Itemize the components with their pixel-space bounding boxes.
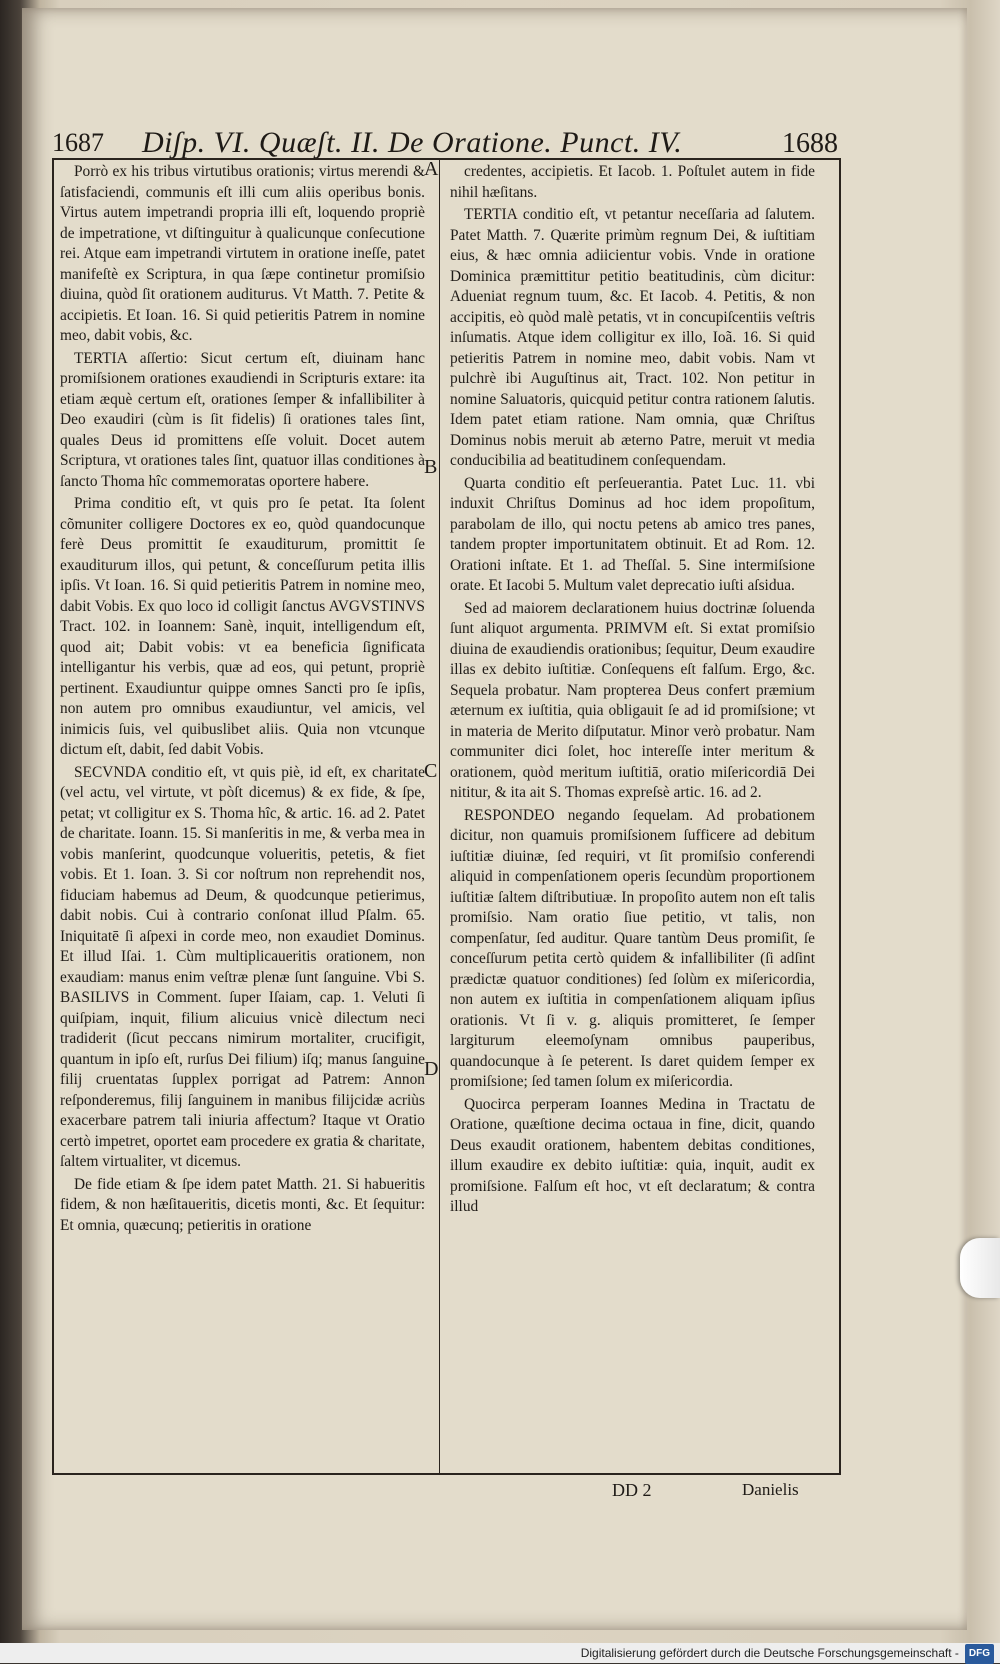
paragraph: Porrò ex his tribus virtutibus orationis; virtus merendi & ſatisfaciendi, communis eſt illi cum aliis operibus bonis. Virtus autem impetrandi propria illi eſt, loquendo propriè de impetratione, vt diſtinguitur à qualicunque conſecutione rei. Atque eam impetrandi virtutem in oratione ineſſe, patet manifeſtè ex Scriptura, in qua ſæpe continetur promiſsio diuina, quòd ſit orationem auditurus. Vt Matth. 7. Petite & accipietis. Et Ioan. 16. Si quid petieritis Patrem in nomine meo, dabit vobis, &c. <box>60 163 425 344</box>
running-title: Diʃp. VI. Quæʃt. II. De Oratione. Punct. IV. <box>142 126 683 159</box>
paragraph: Quocirca perperam Ioannes Medina in Tractatu de Oratione, quæſtione decima octaua in fine, dicit, quando Deus exaudit orationem, habentem debitas conditiones, illum exaudire ex debito iuſtitiæ: quia, inquit, audit ex promiſsione. Falſum eſt hoc, vt eſt declaratum; & contra illud <box>450 1095 815 1215</box>
margin-marker-a: A <box>424 158 439 180</box>
book-page <box>22 8 967 1630</box>
page-number-left: 1687 <box>52 128 104 157</box>
paragraph: RESPONDEO negando ſequelam. Ad probationem dicitur, non quamuis promiſsionem ſufficere ad debitum iuſtitiæ diuinæ, ſed requiri, vt ſit promiſsio conferendi aliquid in compenſationem operis ſecundùm proportionem iuſtitiæ ſaltem diſtributiuæ. In propoſito autem non eſt talis promiſsio. Nam oratio ſiue petitio, vt talis, non compenſatur, ſed auditur. Quare tantùm Deus promiſit, ſe conceſſurum petita certò quidem & infallibiliter (ſi adſint prædictæ quatuor conditiones) ſed ſolùm ex miſericordia, non autem ex iuſtitia in compenſationem aliquam ipſius orationis. Vt ſi v. g. aliquis promitteret, ſe ſemper largiturum eleemoſynam omnibus pauperibus, quandocunque à ſe peterent. Is daret quidem ſemper ex promiſsione; ſed tamen ſolum ex miſericordia. <box>450 806 815 1090</box>
paragraph: Quarta conditio eſt perſeuerantia. Patet Luc. 11. vbi induxit Chriſtus Dominus ad hoc idem propoſitum, parabolam de illo, qui noctu petens ab amico tres panes, tandem propter importunitatem obtinuit. Et ad Rom. 12. Orationi inſtate. Et 1. ad Theſſal. 5. Sine intermiſsione orate. Et Iacobi 5. Multum valet deprecatio iuſti aſsidua. <box>450 474 815 594</box>
paragraph: De fide etiam & ſpe idem patet Matth. 21. Si habueritis fidem, & non hæſitaueritis, dicetis monti, &c. Et ſequitur: Et omnia, quæcunq; petieritis in oratione <box>60 1175 425 1234</box>
paragraph: SECVNDA conditio eſt, vt quis piè, id eſt, ex charitate (vel actu, vel virtute, vt pòſt dicemus) & ex fide, & ſpe, petat; vt colligitur ex S. Thoma hîc, & artic. 16. ad 2. Patet de charitate. Ioann. 15. Si manſeritis in me, & verba mea in vobis manſerint, quodcunque volueritis, petetis, & fiet vobis. Et 1. Ioan. 3. Si cor noſtrum non reprehendit nos, fiduciam habemus ad Deum, & quodcunque petierimus, dabit nobis. Cui à contrario conſonat illud Pſalm. 65. Iniquitatē ſi aſpexi in corde meo, non exaudiet Dominus. Et illud Iſai. 1. Cùm multiplicaueritis orationem, non exaudiam: manus enim veſtræ plenæ ſunt ſanguine. Vbi S. BASILIVS in Comment. ſuper Iſaiam, cap. 1. Veluti ſi quiſpiam, inquit, filium alicuius vnicè dilectum neci tradiderit (ſicut peccans nimirum mortaliter, crucifigit, quantum in ipſo eſt, rurſus Dei filium) iſq; manus ſanguine filij cruentatas ſupplex porrigat ad Patrem: Annon reſponderemus, filij ſanguinem in manibus filijcidæ acriùs exacerbare patrem tali iniuria affectum? Itaque vt Oratio certò impetret, oportet eam procedere ex gratia & charitate, ſaltem virtualiter, vt dicemus. <box>60 763 425 1170</box>
page-number-right: 1688 <box>782 128 838 159</box>
text-frame <box>52 158 841 1475</box>
paragraph: credentes, accipietis. Et Iacob. 1. Poſtulet autem in fide nihil hæſitans. <box>450 163 815 201</box>
dfg-logo-icon: DFG <box>965 1644 994 1664</box>
margin-marker-d: D <box>424 1058 439 1080</box>
banner-text: Digitalisierung gefördert durch die Deutsche Forschungsgemeinschaft - <box>580 1646 959 1660</box>
paragraph: TERTIA aſſertio: Sicut certum eſt, diuinam hanc promiſsionem orationes exaudiendi in Scripturis extare: ita etiam æquè certum eſt, orationes ſemper & infallibiliter à Deo exaudiri (cùm is ſit fidelis) ſi orationes tales ſint, quales Deus id promittens eſſe voluit. Docet autem Scriptura, vt orationes tales ſint, quatuor illas conditiones à ſancto Thoma hîc commemoratas oportere habere. <box>60 349 425 490</box>
paragraph: TERTIA conditio eſt, vt petantur neceſſaria ad ſalutem. Patet Matth. 7. Quærite primùm regnum Dei, & iuſtitiam eius, & hæc omnia adiicientur vobis. Vnde in oratione Dominica præmittitur petitio beatitudinis, cùm dicitur: Adueniat regnum tuum, &c. Et Iacob. 4. Petitis, & non accipitis, eò quòd malè petatis, vt in concupiſcentiis veſtris inſumatis. Atque idem colligitur ex illo, Ioã. 16. Si quid petieritis Patrem in nomine meo, dabit vobis. Nam vt pulchrè ibi Auguſtinus ait, Tract. 102. Non petitur in nomine Saluatoris, quicquid petitur contra rationem ſalutis. Idem patet etiam ratione. Nam omnia, quæ Chriſtus Dominus nobis meruit ab æterno Patre, meruit vt media conducibilia ad beatitudinem conſequendam. <box>450 206 815 469</box>
right-column <box>450 162 815 1220</box>
paragraph: Sed ad maiorem declarationem huius doctrinæ ſoluenda ſunt aliquot argumenta. PRIMVM eſt. Si extat promiſsio diuina de exaudiendis orationibus; ſequitur, Deum exaudire illas ex debito iuſtitiæ. Conſequens eſt falſum. Ergo, &c. Sequela probatur. Nam propterea Deus confert præmium æternum ex iuſtitia, quia obligauit ſe ad id promiſsione; vt in materia de Merito diſputatur. Minor verò probatur. Nam communiter dici ſolet, hoc intereſſe inter meritum & orationem, quòd meritum iuſtitiā, oratio miſericordiā Dei nititur, & ita ait S. Thomas expreſsè artic. 16. ad 2. <box>450 599 815 801</box>
left-column <box>60 162 425 1238</box>
column-divider <box>439 160 440 1475</box>
paragraph: Prima conditio eſt, vt quis pro ſe petat. Ita ſolent cõmuniter colligere Doctores ex eo, quòd quandocunque ferè Deus promittit ſe exauditurum, promittit ſe exauditurum illos, qui petunt, & conceſſurum petita illis ipſis. Vt Ioan. 16. Si quid petieritis Patrem in nomine meo, dabit Vobis. Ex quo loco id colligit ſanctus AVGVSTINVS Tract. 102. in Ioannem: Sanè, inquit, intelligendum eſt, quod ait; Dabit vobis: vt ea beneficia ſignificata intelligantur his verbis, quæ ad eos, qui petunt, propriè pertinent. Exaudiuntur quippe omnes Sancti pro ſe ipſis, non autem pro omnibus exaudiuntur, vel amicis, vel inimicis ſuis, vel quibuslibet aliis. Quia non vtcunque dictum eſt, dabit, ſed dabit Vobis. <box>60 495 425 758</box>
margin-marker-b: B <box>424 456 438 478</box>
signature-mark: DD 2 <box>612 1480 652 1500</box>
bottom-rule <box>52 1473 839 1475</box>
catchword: Danielis <box>742 1480 799 1499</box>
page-clip <box>960 1238 1000 1298</box>
funding-banner <box>0 1643 1000 1663</box>
margin-marker-c: C <box>424 760 438 782</box>
